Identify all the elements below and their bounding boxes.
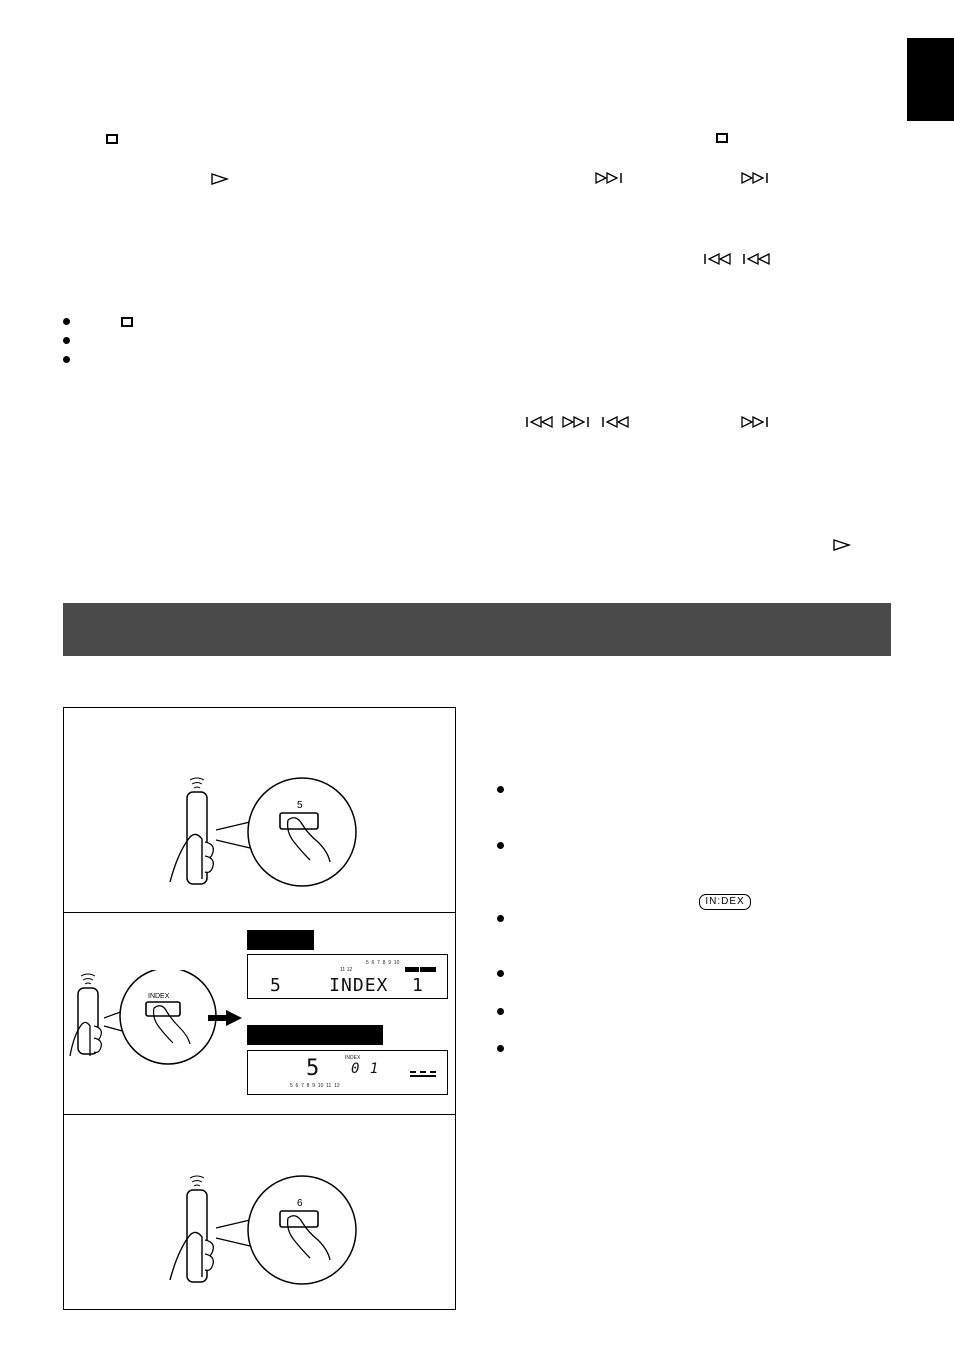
- lcd-track-number: 5: [306, 1056, 321, 1081]
- level-segment: [410, 1075, 436, 1077]
- lcd-main-text: 5 INDEX 1: [270, 975, 424, 996]
- arrow-right-icon: [206, 1010, 246, 1026]
- bullet: [497, 915, 504, 922]
- button-label: INDEX: [148, 993, 170, 1000]
- remote-press-index-illustration: [68, 970, 218, 1100]
- procedure-figure: [63, 707, 456, 1310]
- stop-icon: [121, 317, 133, 327]
- display-state-label-1: [247, 930, 314, 950]
- stop-icon: [716, 133, 728, 143]
- bullet: [497, 842, 504, 849]
- bullet: [497, 1045, 504, 1052]
- bullet: [497, 970, 504, 977]
- remote-press-5-illustration: [160, 770, 360, 890]
- panel-divider: [64, 912, 455, 913]
- skip-back-icon: [702, 252, 732, 266]
- lcd-display-2: [247, 1050, 448, 1095]
- track-numbers-bottom: 5 6 7 8 9 10 11 12: [290, 1083, 340, 1089]
- remote-press-6-illustration: [160, 1168, 360, 1288]
- play-icon: [210, 172, 230, 186]
- panel-divider: [64, 1114, 455, 1115]
- skip-forward-icon: [740, 171, 770, 185]
- button-label: 5: [297, 800, 303, 811]
- skip-back-icon: [600, 415, 630, 429]
- level-segment: [410, 1071, 436, 1073]
- section-tab: [907, 38, 954, 121]
- section-heading-bar: [63, 603, 891, 656]
- lcd-index-value: 0 1: [351, 1061, 380, 1077]
- skip-forward-icon: [740, 415, 770, 429]
- lcd-display-1: [247, 954, 448, 999]
- track-numbers-top: 5 6 7 8 9 10: [366, 960, 400, 966]
- button-label: 6: [297, 1198, 303, 1209]
- skip-back-icon: [741, 252, 771, 266]
- level-segment: [405, 967, 419, 972]
- stop-icon: [106, 134, 118, 144]
- bullet: [497, 786, 504, 793]
- display-state-label-2: [247, 1025, 383, 1045]
- skip-back-icon: [524, 415, 554, 429]
- bullet: [63, 318, 70, 325]
- skip-forward-icon: [561, 415, 591, 429]
- remote-control-icon: [187, 1176, 207, 1282]
- play-icon: [832, 538, 852, 552]
- bullet: [63, 337, 70, 344]
- remote-control-icon: [187, 778, 207, 884]
- bullet: [63, 356, 70, 363]
- skip-forward-icon: [594, 171, 624, 185]
- track-numbers-mid: 11 12: [340, 967, 353, 973]
- lcd-index-label: INDEX: [345, 1055, 361, 1061]
- index-indicator-icon: IN:DEX: [699, 894, 751, 910]
- level-segment: [420, 967, 436, 972]
- bullet: [497, 1008, 504, 1015]
